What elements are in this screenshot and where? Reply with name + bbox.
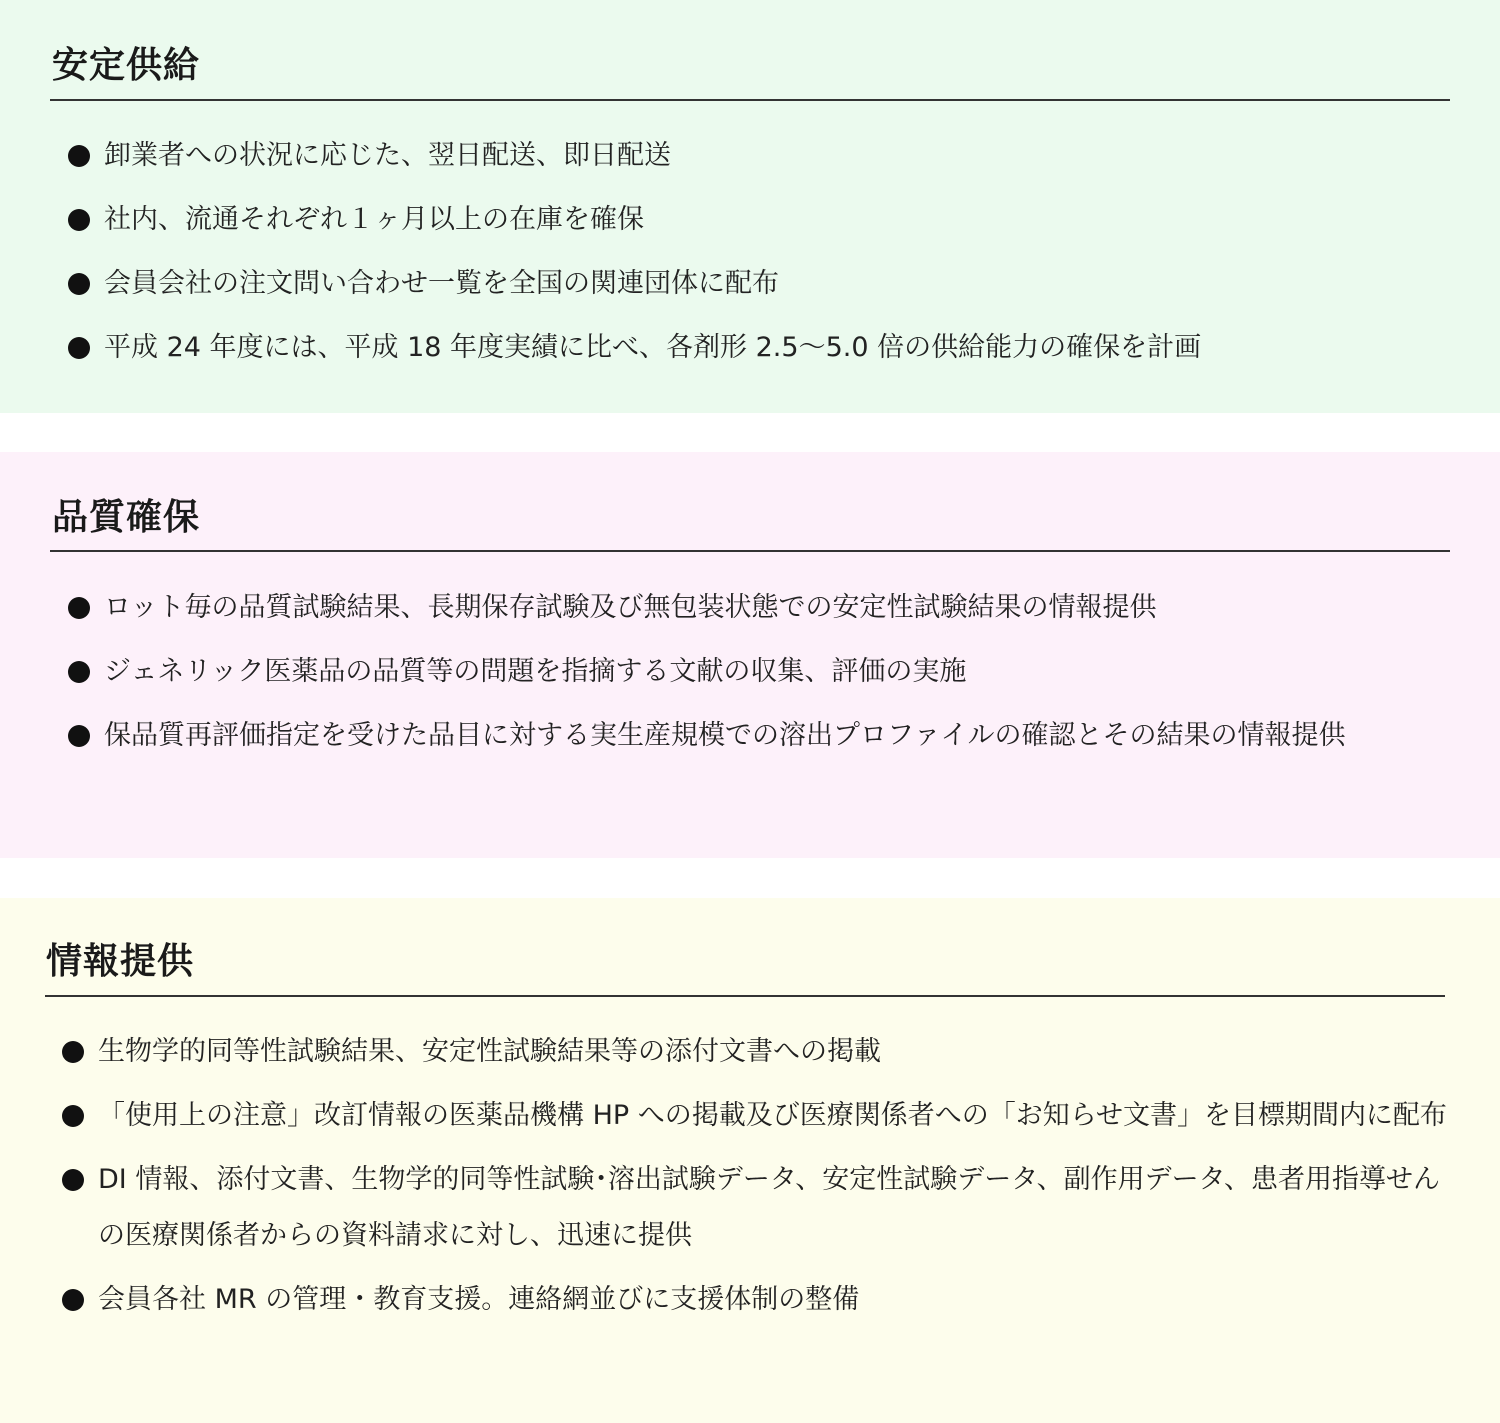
section-title: 品質確保 xyxy=(52,497,201,538)
bullet-icon xyxy=(62,1289,84,1311)
section-title: 安定供給 xyxy=(52,45,201,86)
list-item-text: 卸業者への状況に応じた、翌日配送、即日配送 xyxy=(104,140,671,171)
bullet-icon xyxy=(68,337,90,359)
list-item-text: 「使用上の注意」改訂情報の医薬品機構 HP への掲載及び医療関係者への「お知らせ文書」を目標期間内に配布 xyxy=(98,1100,1447,1131)
bullet-icon xyxy=(68,145,90,167)
list-item xyxy=(68,128,1458,184)
bullet-list xyxy=(68,580,1458,772)
list-item xyxy=(62,1024,1452,1080)
bullet-icon xyxy=(68,725,90,747)
list-item-text: 会員各社 MR の管理・教育支援。連絡網並びに支援体制の整備 xyxy=(98,1284,860,1315)
list-item xyxy=(68,708,1458,764)
section-divider xyxy=(50,550,1450,552)
list-item-text: ロット毎の品質試験結果、長期保存試験及び無包装状態での安定性試験結果の情報提供 xyxy=(104,592,1157,623)
bullet-list xyxy=(68,128,1458,384)
list-item-text: 保品質再評価指定を受けた品目に対する実生産規模での溶出プロファイルの確認とその結果の情報提供 xyxy=(104,720,1346,751)
list-item-text: 会員会社の注文問い合わせ一覧を全国の関連団体に配布 xyxy=(104,268,779,299)
bullet-icon xyxy=(68,273,90,295)
section-information-provision xyxy=(0,898,1500,1423)
section-divider xyxy=(45,995,1445,997)
bullet-icon xyxy=(68,209,90,231)
bullet-icon xyxy=(68,661,90,683)
list-item xyxy=(68,192,1458,248)
list-item xyxy=(68,256,1458,312)
section-divider xyxy=(50,99,1450,101)
list-item xyxy=(62,1272,1452,1328)
list-item xyxy=(68,644,1458,700)
bullet-icon xyxy=(62,1169,84,1191)
list-item-text: ジェネリック医薬品の品質等の問題を指摘する文献の収集、評価の実施 xyxy=(104,656,967,687)
list-item-text: 平成 24 年度には、平成 18 年度実績に比べ、各剤形 2.5〜5.0 倍の供給能力の確保を計画 xyxy=(104,332,1202,363)
section-quality-assurance xyxy=(0,452,1500,858)
bullet-icon xyxy=(62,1105,84,1127)
list-item-text: 社内、流通それぞれ１ヶ月以上の在庫を確保 xyxy=(104,204,644,235)
section-title: 情報提供 xyxy=(46,941,195,982)
list-item xyxy=(68,580,1458,636)
list-item xyxy=(62,1152,1452,1264)
list-item xyxy=(68,320,1458,376)
section-stable-supply xyxy=(0,0,1500,413)
bullet-list xyxy=(62,1024,1452,1336)
list-item xyxy=(62,1088,1452,1144)
list-item-text: 生物学的同等性試験結果、安定性試験結果等の添付文書への掲載 xyxy=(98,1036,881,1067)
list-item-text: DI 情報、添付文書、生物学的同等性試験･溶出試験データ、安定性試験データ、副作用データ、患者用指導せんの医療関係者からの資料請求に対し、迅速に提供 xyxy=(98,1164,1440,1251)
bullet-icon xyxy=(62,1041,84,1063)
bullet-icon xyxy=(68,597,90,619)
